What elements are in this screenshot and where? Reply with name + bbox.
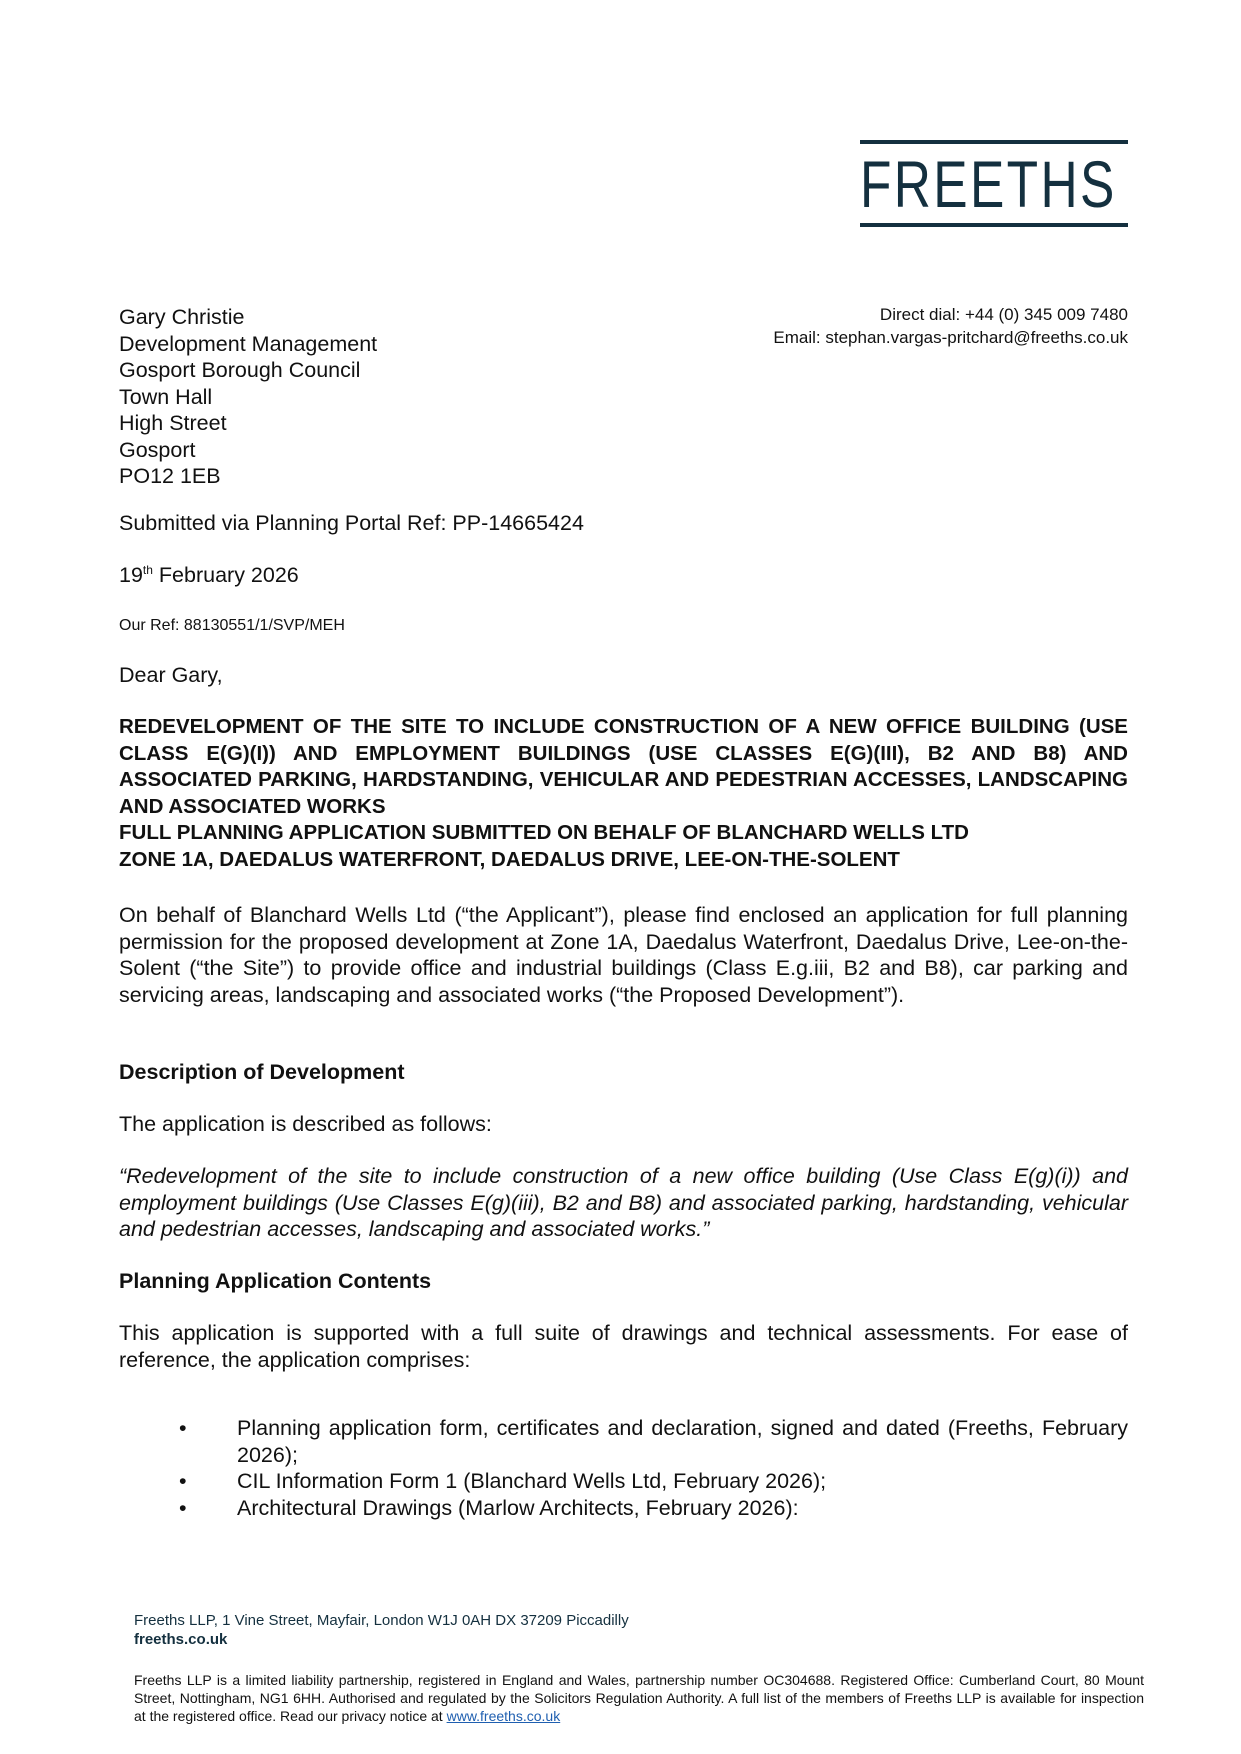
subject-line-applicant: FULL PLANNING APPLICATION SUBMITTED ON BEHALF OF BLANCHARD WELLS LTD (119, 821, 969, 844)
description-lead: The application is described as follows: (119, 1112, 492, 1136)
list-item-text: Architectural Drawings (Marlow Architects, February 2026): (237, 1495, 799, 1520)
our-reference: Our Ref: 88130551/1/SVP/MEH (119, 617, 345, 634)
subject-line-description: REDEVELOPMENT OF THE SITE TO INCLUDE CONSTRUCTION OF A NEW OFFICE BUILDING (USE CLASS E(G)(I)) AND EMPLOYMENT BUILDINGS (USE CLASSES E(G)(III), B2 AND B8) AND ASSOCIATED PARKING, HARDSTANDING, VEHICULAR AND PEDESTRIAN ACCESSES, LANDSCAPING AND ASSOCIATED WORKS (119, 715, 1128, 818)
bullet-icon: • (179, 1416, 187, 1440)
development-description-quote: “Redevelopment of the site to include construction of a new office building (Use Class E(g)(i)) and employment buildings (Use Classes E(g)(iii), B2 and B8) and associated parking, hardstanding, vehicular and pedestrian accesses, landscaping and associated works.” (119, 1164, 1128, 1241)
subject-line-site: ZONE 1A, DAEDALUS WATERFRONT, DAEDALUS DRIVE, LEE-ON-THE-SOLENT (119, 847, 900, 871)
addressee-block (119, 304, 377, 490)
list-item (119, 1495, 1128, 1522)
application-contents-list (119, 1415, 1128, 1521)
addressee-line: Gary Christie (119, 305, 245, 329)
footer-legal-text: Freeths LLP is a limited liability partnership, registered in England and Wales, partnership number OC304688. Registered Office: Cumberland Court, 80 Mount Street, Nottingham, NG1 6HH. Authorised and regulated by the Solicitors Regulation Authority. A full list of the members of Freeths LLP is available for inspection at the registered office. Read our privacy notice at (134, 1672, 1144, 1724)
addressee-line: PO12 1EB (119, 464, 221, 488)
bullet-icon: • (179, 1495, 187, 1520)
logo-top-rule (860, 140, 1128, 144)
intro-paragraph: On behalf of Blanchard Wells Ltd (“the Applicant”), please find enclosed an application for full planning permission for the proposed development at Zone 1A, Daedalus Waterfront, Daedalus Drive, Lee-on-the-Solent (“the Site”) to provide office and industrial buildings (Class E.g.iii, B2 and B8), car parking and servicing areas, landscaping and associated works (“the Proposed Development”). (119, 903, 1128, 1007)
sender-email: Email: stephan.vargas-pritchard@freeths.co.uk (773, 328, 1128, 347)
subject-heading (119, 714, 1128, 873)
addressee-line: High Street (119, 411, 227, 435)
date-suffix: th (142, 562, 153, 577)
privacy-notice-link[interactable]: www.freeths.co.uk (446, 1708, 561, 1724)
section-heading-description: Description of Development (119, 1060, 405, 1084)
footer-address: Freeths LLP, 1 Vine Street, Mayfair, London W1J 0AH DX 37209 Piccadilly (134, 1612, 629, 1629)
footer-legal-notice (134, 1671, 1144, 1725)
sender-contact-block (640, 303, 1128, 349)
footer-website: freeths.co.uk (134, 1631, 228, 1648)
salutation: Dear Gary, (119, 663, 223, 687)
logo-bottom-rule (860, 223, 1128, 227)
addressee-line: Town Hall (119, 384, 213, 409)
list-item-text: CIL Information Form 1 (Blanchard Wells Ltd, February 2026); (237, 1469, 827, 1493)
submission-reference: Submitted via Planning Portal Ref: PP-14665424 (119, 511, 584, 535)
addressee-line: Development Management (119, 331, 378, 356)
bullet-icon: • (179, 1469, 187, 1493)
letter-date (119, 562, 1128, 589)
logo-wordmark: FREETHS (860, 147, 1117, 221)
freeths-logo (860, 140, 1128, 228)
list-item (119, 1468, 1128, 1495)
date-rest: February 2026 (152, 563, 299, 587)
addressee-line: Gosport (119, 437, 196, 462)
list-item-text: Planning application form, certificates and declaration, signed and dated (Freeths, February 2026); (237, 1416, 1128, 1467)
list-item (119, 1415, 1128, 1468)
direct-dial: Direct dial: +44 (0) 345 009 7480 (879, 305, 1128, 324)
contents-lead: This application is supported with a full suite of drawings and technical assessments. For ease of reference, the application comprises: (119, 1321, 1128, 1372)
section-heading-contents: Planning Application Contents (119, 1269, 432, 1293)
date-day: 19 (119, 563, 143, 587)
addressee-line: Gosport Borough Council (119, 358, 361, 382)
footer-address-block (134, 1611, 629, 1649)
